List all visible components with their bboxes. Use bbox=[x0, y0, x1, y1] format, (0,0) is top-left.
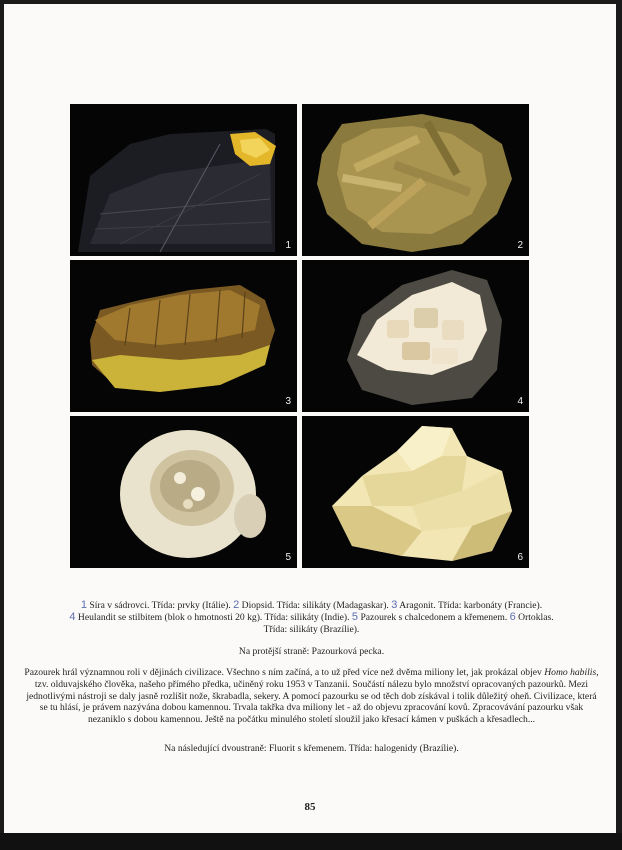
heulandite-illustration bbox=[302, 260, 529, 412]
page-number: 85 bbox=[304, 801, 316, 813]
photo-captions bbox=[24, 600, 599, 635]
body-paragraph bbox=[24, 667, 599, 726]
mineral-photo-6 bbox=[302, 416, 529, 568]
photo-number: 1 bbox=[285, 240, 291, 251]
mineral-photo-3 bbox=[70, 260, 297, 412]
photo-number: 5 bbox=[285, 552, 291, 563]
mineral-photo-5 bbox=[70, 416, 297, 568]
body-text: Pazourek hrál významnou roli v dějinách civilizace. Všechno s ním začíná, a to už před více než dvěma miliony let, jak prokázal objev bbox=[24, 667, 545, 678]
photo-number: 4 bbox=[517, 396, 523, 407]
caption-number: 1 bbox=[80, 599, 88, 611]
page-edge-shadow bbox=[0, 833, 622, 850]
opposite-page-note: Na protější straně: Pazourková pecka. bbox=[238, 646, 385, 657]
flint-nodule-illustration bbox=[70, 416, 297, 568]
mineral-photo-2 bbox=[302, 104, 529, 256]
caption-text: Diopsid. Třída: silikáty (Madagaskar). bbox=[239, 600, 392, 611]
book-page bbox=[4, 4, 616, 833]
mineral-photo-1 bbox=[70, 104, 297, 256]
caption-text: Aragonit. Třída: karbonáty (Francie). bbox=[397, 600, 543, 611]
diopside-illustration bbox=[302, 104, 529, 256]
photo-number: 2 bbox=[517, 240, 523, 251]
sulfur-in-gypsum-illustration bbox=[70, 104, 297, 256]
caption-number: 5 bbox=[351, 610, 359, 623]
caption-text: Síra v sádrovci. Třída: prvky (Itálie). bbox=[87, 600, 234, 611]
caption-text: Ortoklas. bbox=[515, 611, 554, 623]
photo-number: 3 bbox=[285, 396, 291, 407]
caption-number: 6 bbox=[509, 610, 516, 623]
body-text: , tzv. olduvajského člověka, našeho přímého předka, učiněný roku 1953 v Tanzanii. Součástí nálezu bylo množství opracovaných pazourků. Mezi jednotlivými nástroji se daly jasně rozlišit nože, škrabadla, sekery. A pomocí pazourku se od těch dob získával i tolik důležitý oheň. Civilizace, která se tu hlásí, je právem nazývána dobou kamennou. Trvala takřka dva miliony let - až do objevu zpracování kovů. Zpracovávání pazourku však nezaniklo s dobou kamennou. Ještě na počátku minulého století sloužil jako křesací kámen v puškách a křesadlech... bbox=[26, 667, 599, 726]
photo-number: 6 bbox=[517, 552, 523, 563]
next-spread-note: Na následující dvoustraně: Fluorit s křemenem. Třída: halogenidy (Brazílie). bbox=[164, 743, 459, 754]
species-name: Homo habilis bbox=[544, 667, 597, 678]
caption-text: Třída: silikáty (Brazílie). bbox=[263, 623, 360, 635]
mineral-photo-4 bbox=[302, 260, 529, 412]
caption-number: 4 bbox=[69, 610, 76, 623]
caption-text: Pazourek s chalcedonem a křemenem. bbox=[358, 611, 510, 623]
caption-number: 3 bbox=[391, 599, 398, 611]
caption-number: 2 bbox=[233, 599, 240, 611]
orthoclase-illustration bbox=[302, 416, 529, 568]
aragonite-illustration bbox=[70, 260, 297, 412]
caption-text: Heulandit se stilbitem (blok o hmotnosti 20 kg). Třída: silikáty (Indie). bbox=[75, 611, 352, 623]
